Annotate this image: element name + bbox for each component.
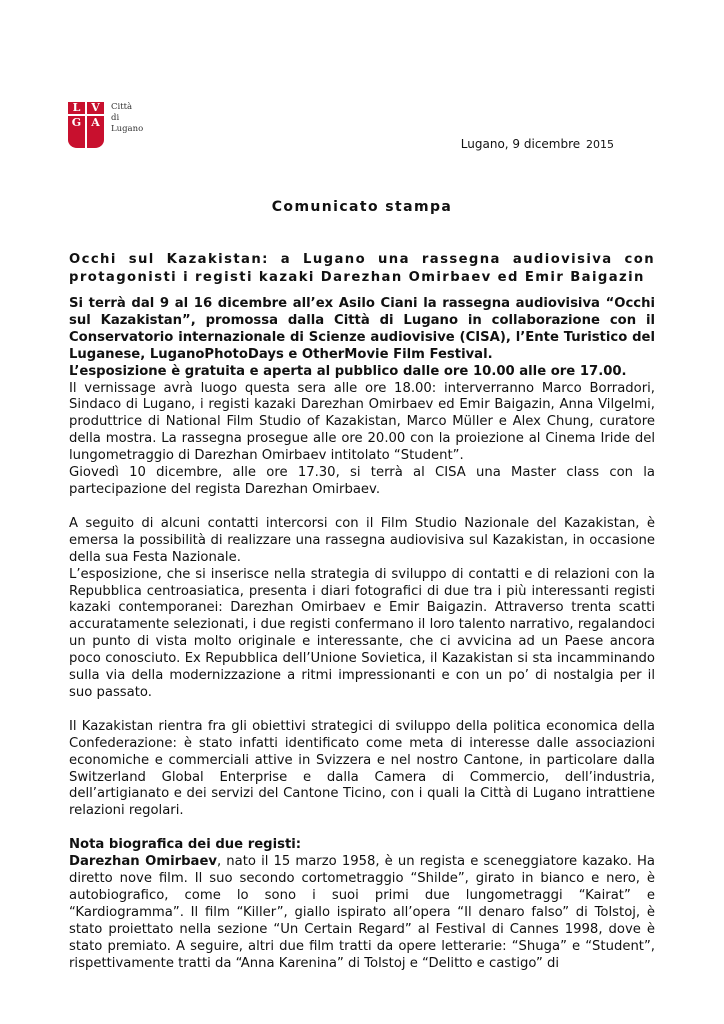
logo-line-lugano: Lugano xyxy=(111,124,144,134)
press-release-title: Comunicato stampa xyxy=(271,199,453,215)
logo-wordmark xyxy=(111,102,143,135)
headline-line-2: protagonisti i registi kazaki Darezhan Omirbaev ed Emir Baigazin xyxy=(69,270,645,285)
intro-paragraph: Si terrà dal 9 al 16 dicembre all’ex Asilo Ciani la rassegna audiovisiva “Occhi sul Kazakistan”, promossa dalla Città di Lugano in collaborazione con il Conservatorio internazionale di Scienze audiovisive (CISA), l’Ente Turistico del Luganese, LuganoPhotoDays e OtherMovie Film Festival. xyxy=(69,296,655,362)
paragraph-spacer xyxy=(69,820,655,837)
bio-text: , nato il 15 marzo 1958, è un regista e sceneggiatore kazako. Ha diretto nove film. Il suo secondo cortometraggio “Shilde”, girato in bianco e nero, è autobiografico, come lo sono i suoi primi due lungometraggi “Kairat” e “Kardiogramma”. Il film “Killer”, giallo ispirato all’opera “Il denaro falso” di Tolstoj, è stato proiettato nella sezione “Un Certain Regard” al Festival di Cannes 1998, dove è stato premiato. A seguire, altri due film tratti da opere letterarie: “Shuga” e “Student”, rispettivamente tratti da “Anna Karenina” di Tolstoj e “Delitto e castigo” di xyxy=(69,854,655,971)
headline xyxy=(69,251,655,287)
body-text xyxy=(69,296,655,973)
date-text: Lugano, 9 dicembre xyxy=(460,137,581,151)
contacts-paragraph: A seguito di alcuni contatti intercorsi con il Film Studio Nazionale del Kazakistan, è emersa la possibilità di realizzare una rassegna audiovisiva sul Kazakistan, in occasione della sua Festa Nazionale. xyxy=(69,515,655,565)
bio-name: Darezhan Omirbaev xyxy=(69,854,217,870)
logo-letter-g: G xyxy=(68,116,85,148)
bio-paragraph xyxy=(69,854,655,972)
paragraph-spacer xyxy=(69,499,655,516)
paragraph-spacer xyxy=(69,702,655,719)
date-year: 2015 xyxy=(586,138,614,151)
bio-heading: Nota biografica dei due registi: xyxy=(69,837,302,853)
logo-shield xyxy=(68,102,104,148)
document-date xyxy=(461,137,614,151)
logo-letter-v: V xyxy=(87,102,104,114)
logo-line-di: di xyxy=(111,113,120,123)
exhibition-paragraph: L’esposizione, che si inserisce nella strategia di sviluppo di contatti e di relazioni con la Repubblica centroasiatica, presenta i diari fotografici di due tra i più interessanti registi kazaki contemporanei: Darezhan Omirbaev e Emir Baigazin. Attraverso trenta scatti accuratamente selezionati, i due registi confermano il loro talento narrativo, regalandoci un punto di vista molto originale e interessante, che ci avvicina ad un Paese ancora poco conosciuto. Ex Repubblica dell’Unione Sovietica, il Kazakistan si sta incamminando sulla via della modernizzazione a ritmi impressionanti e con un po’ di nostalgia per il suo passato. xyxy=(69,566,655,700)
opening-hours-paragraph: L’esposizione è gratuita e aperta al pubblico dalle ore 10.00 alle ore 17.00. xyxy=(69,363,627,379)
logo-letter-a: A xyxy=(87,116,104,148)
masterclass-paragraph: Giovedì 10 dicembre, alle ore 17.30, si terrà al CISA una Master class con la partecipazione del regista Darezhan Omirbaev. xyxy=(69,465,655,497)
vernissage-paragraph: Il vernissage avrà luogo questa sera alle ore 18.00: interverranno Marco Borradori, Sindaco di Lugano, i registi kazaki Darezhan Omirbaev ed Emir Baigazin, Anna Vilgelmi, produttrice di National Film Studio of Kazakistan, Marco Müller e Alex Chung, curatore della mostra. La rassegna prosegue alle ore 20.00 con la proiezione al Cinema Iride del lungometraggio di Darezhan Omirbaev intitolato “Student”. xyxy=(69,380,655,464)
objectives-paragraph: Il Kazakistan rientra fra gli obiettivi strategici di sviluppo della politica economica della Confederazione: è stato infatti identificato come meta di interesse dalle associazioni economiche e commerciali attive in Svizzera e nel nostro Cantone, in particolare dalla Switzerland Global Enterprise e dalla Camera di Commercio, dell’industria, dell’artigianato e dei servizi del Cantone Ticino, con i quali la Città di Lugano intrattiene relazioni regolari. xyxy=(69,718,655,819)
logo-letter-l: L xyxy=(68,102,85,114)
headline-line-1: Occhi sul Kazakistan: a Lugano una rassegna audiovisiva con xyxy=(69,252,655,267)
city-of-lugano-logo xyxy=(68,102,143,148)
logo-line-citta: Città xyxy=(111,102,133,112)
